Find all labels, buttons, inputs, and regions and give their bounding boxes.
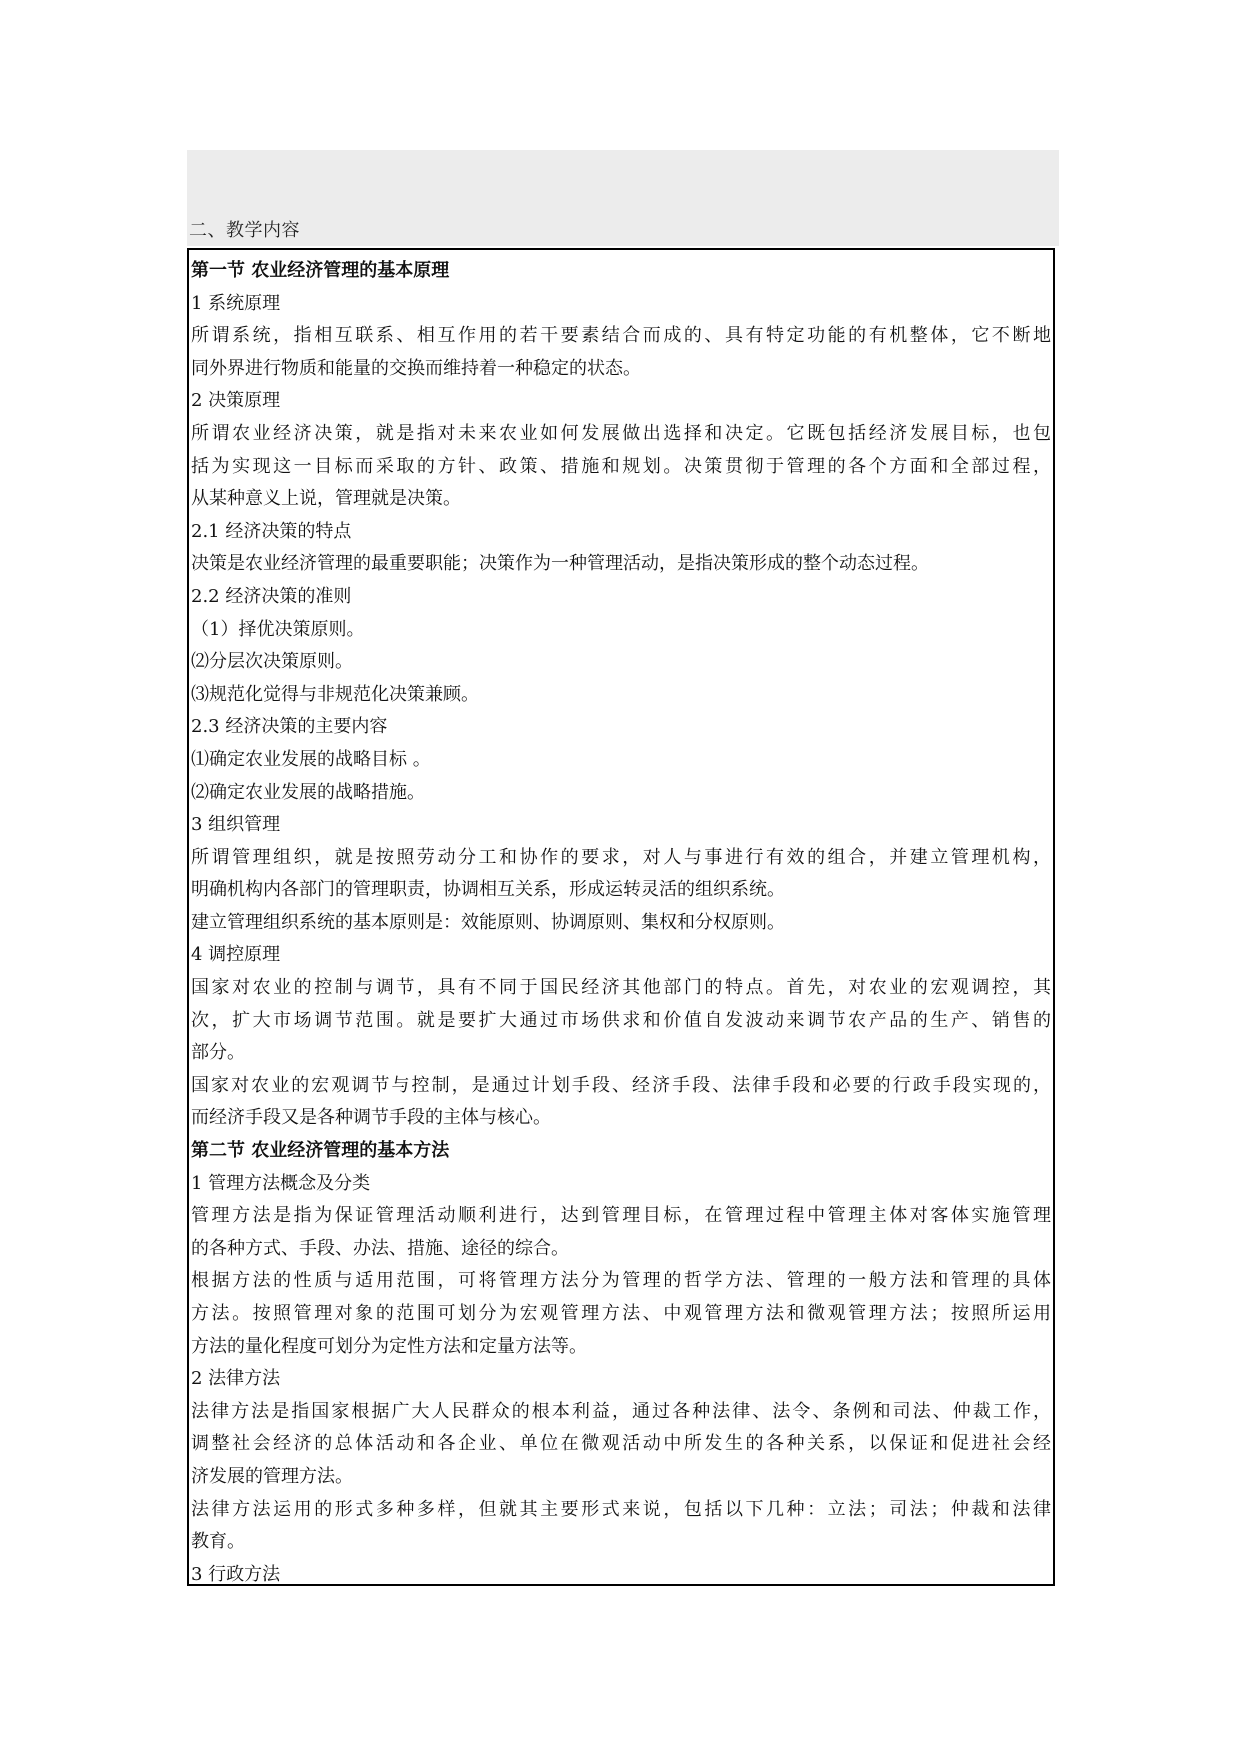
paragraph-line: 括为实现这一目标而采取的方针、政策、措施和规划。决策贯彻于管理的各个方面和全部过程，	[191, 455, 1051, 477]
subsection-heading: 1 系统原理	[191, 292, 281, 314]
paragraph-line: 国家对农业的控制与调节，具有不同于国民经济其他部门的特点。首先，对农业的宏观调控，其	[191, 977, 1051, 999]
subsection-heading: （1）择优决策原则。	[191, 618, 365, 640]
subsection-heading: 2.3 经济决策的主要内容	[191, 716, 388, 738]
header-band	[187, 150, 1059, 246]
subsection-heading: 3 行政方法	[191, 1563, 281, 1585]
paragraph-line: 所谓农业经济决策，就是指对未来农业如何发展做出选择和决定。它既包括经济发展目标，也包	[191, 422, 1051, 444]
paragraph-line: 调整社会经济的总体活动和各企业、单位在微观活动中所发生的各种关系，以保证和促进社会经	[191, 1433, 1051, 1455]
subsection-heading: ⑴确定农业发展的战略目标 。	[191, 748, 431, 770]
paragraph-line: 而经济手段又是各种调节手段的主体与核心。	[191, 1107, 551, 1129]
paragraph-line: 次，扩大市场调节范围。就是要扩大通过市场供求和价值自发波动来调节农产品的生产、销售的	[191, 1009, 1051, 1031]
paragraph-line: 法律方法运用的形式多种多样，但就其主要形式来说，包括以下几种：立法；司法；仲裁和法律	[191, 1498, 1051, 1520]
paragraph-line: 所谓系统，指相互联系、相互作用的若干要素结合而成的、具有特定功能的有机整体，它不断地	[191, 325, 1051, 347]
subsection-heading: ⑶规范化觉得与非规范化决策兼顾。	[191, 683, 479, 705]
subsection-heading: 1 管理方法概念及分类	[191, 1172, 371, 1194]
paragraph-line: 管理方法是指为保证管理活动顺利进行，达到管理目标，在管理过程中管理主体对客体实施管理	[191, 1205, 1051, 1227]
section-heading: 二、教学内容	[189, 220, 300, 241]
subsection-heading: 2 决策原理	[191, 390, 281, 412]
paragraph-line: 方法的量化程度可划分为定性方法和定量方法等。	[191, 1335, 587, 1357]
chapter-heading: 第一节 农业经济管理的基本原理	[191, 260, 450, 281]
paragraph-line: 部分。	[191, 1042, 245, 1064]
paragraph-line: 的各种方式、手段、办法、措施、途径的综合。	[191, 1237, 569, 1259]
subsection-heading: 3 组织管理	[191, 814, 281, 836]
paragraph-line: 从某种意义上说，管理就是决策。	[191, 488, 461, 510]
paragraph-line: 教育。	[191, 1531, 245, 1553]
subsection-heading: 2.1 经济决策的特点	[191, 520, 352, 542]
paragraph-line: 方法。按照管理对象的范围可划分为宏观管理方法、中观管理方法和微观管理方法；按照所运用	[191, 1303, 1051, 1324]
subsection-heading: ⑵分层次决策原则。	[191, 651, 353, 673]
subsection-heading: 2.2 经济决策的准则	[191, 585, 352, 607]
subsection-heading: 2 法律方法	[191, 1368, 281, 1390]
paragraph-line: 法律方法是指国家根据广大人民群众的根本利益，通过各种法律、法令、条例和司法、仲裁工作，	[191, 1400, 1051, 1422]
paragraph-line: 明确机构内各部门的管理职责，协调相互关系，形成运转灵活的组织系统。	[191, 879, 785, 901]
paragraph-line: 济发展的管理方法。	[191, 1465, 353, 1487]
paragraph-line: 建立管理组织系统的基本原则是：效能原则、协调原则、集权和分权原则。	[191, 911, 785, 933]
content-box	[187, 248, 1055, 1586]
subsection-heading: ⑵确定农业发展的战略措施。	[191, 781, 425, 803]
paragraph-line: 决策是农业经济管理的最重要职能；决策作为一种管理活动，是指决策形成的整个动态过程。	[191, 553, 929, 575]
text-body	[191, 255, 1051, 1591]
paragraph-line: 国家对农业的宏观调节与控制，是通过计划手段、经济手段、法律手段和必要的行政手段实现的，	[191, 1074, 1051, 1096]
paragraph-line: 同外界进行物质和能量的交换而维持着一种稳定的状态。	[191, 357, 641, 379]
paragraph-line: 所谓管理组织，就是按照劳动分工和协作的要求，对人与事进行有效的组合，并建立管理机构，	[191, 846, 1051, 868]
chapter-heading: 第二节 农业经济管理的基本方法	[191, 1140, 450, 1162]
subsection-heading: 4 调控原理	[191, 944, 281, 966]
paragraph-line: 根据方法的性质与适用范围，可将管理方法分为管理的哲学方法、管理的一般方法和管理的具体	[191, 1270, 1051, 1292]
